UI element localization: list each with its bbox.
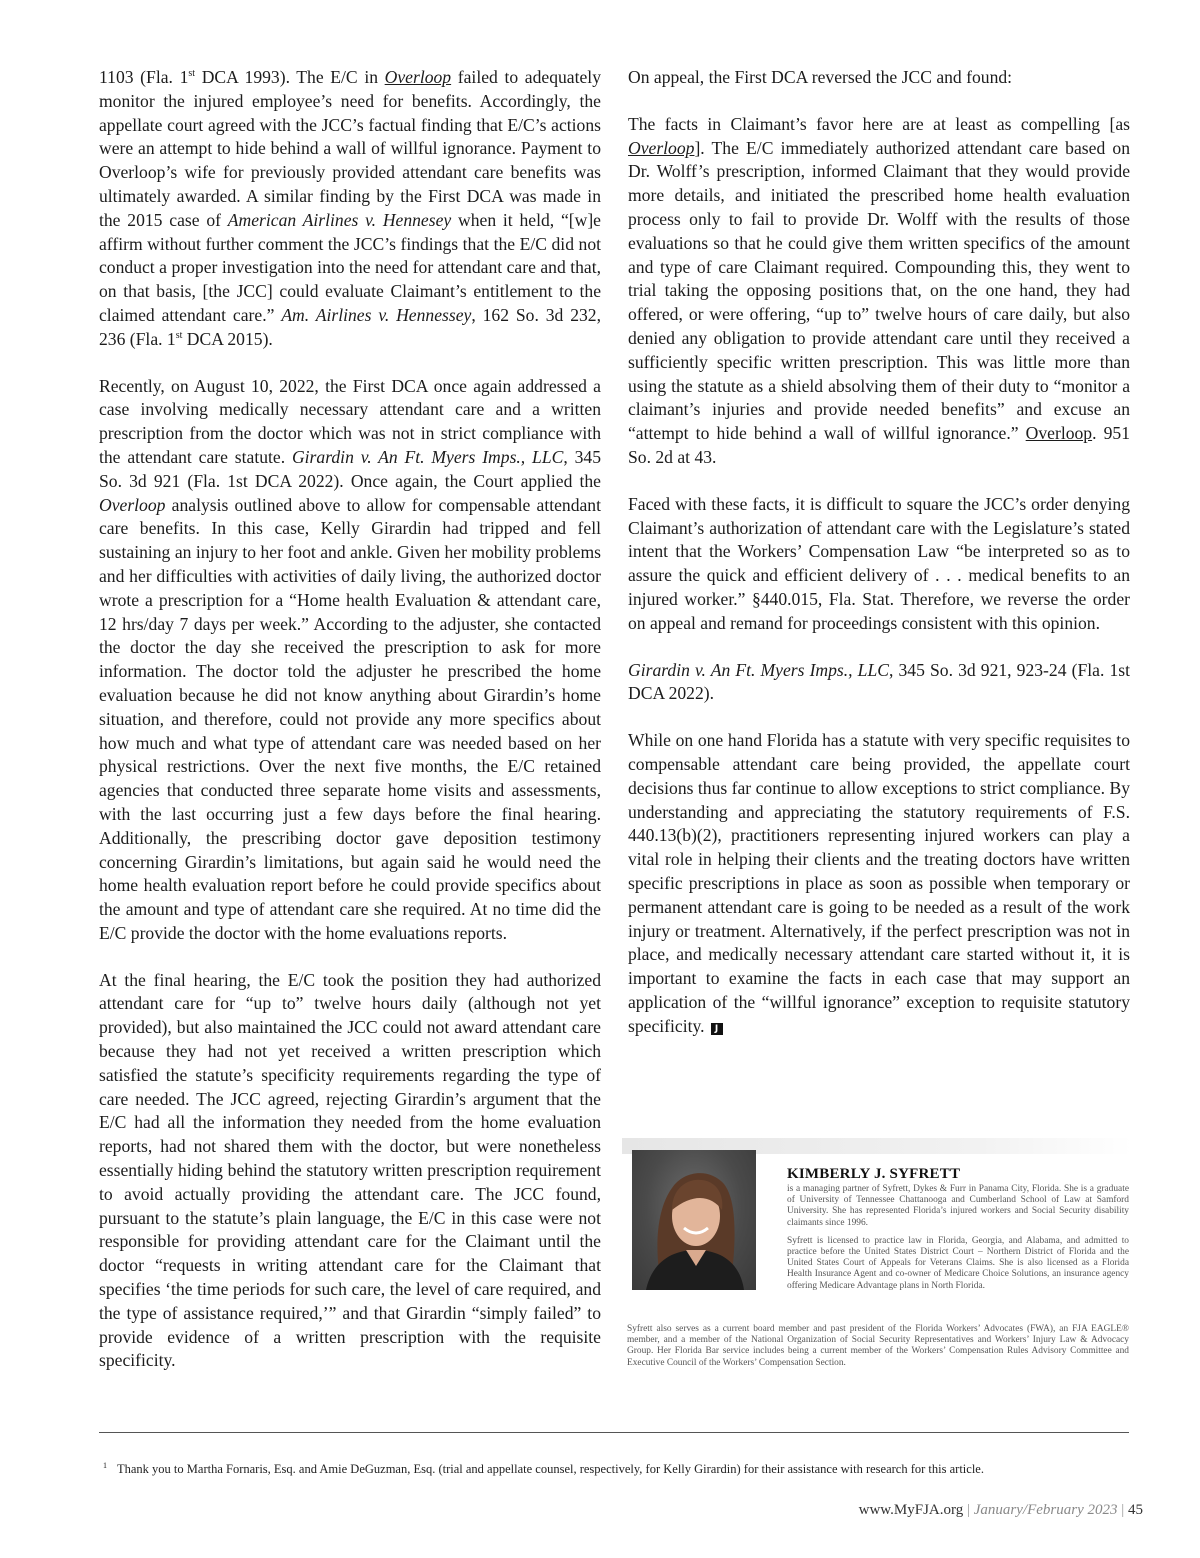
footnote-divider <box>99 1432 1129 1433</box>
text-run: , 345 So. 3d 921 (Fla. 1st DCA 2022). Once again, the Court applied the <box>99 446 601 491</box>
website-url: www.MyFJA.org <box>858 1502 964 1518</box>
text-run: when it held, “[w]e affirm without further comment the JCC’s findings that the E/C did not conduct a proper investigation into the need for attendant care and that, on that basis, [the JCC] could evaluate Claimant’s entitlement to the claimed attendant care.” <box>99 209 601 325</box>
footnote <box>99 1461 1139 1477</box>
page-footer <box>859 1502 1143 1519</box>
left-column <box>99 66 601 1396</box>
case-name-girardin: Girardin v. An Ft. Myers Imps., LLC <box>291 446 564 467</box>
bio-text <box>787 1166 1129 1299</box>
ordinal-suffix: st <box>175 329 183 341</box>
case-name-american-airlines: American Airlines v. Hennesey <box>227 209 452 230</box>
quoted-opinion-conclusion: Faced with these facts, it is difficult to square the JCC’s order denying Claimant’s authorization of attendant care with the Legislature’s stated intent that the Workers’ Compensation Law “be interpreted so as to assure the quick and efficient delivery of . . . medical benefits to an injured worker.” §440.015, Fla. Stat. Therefore, we reverse the order on appeal and remand for proceedings consistent with this opinion. <box>628 493 1130 633</box>
case-name-girardin: Girardin v. An Ft. Myers Imps., LLC <box>628 659 889 680</box>
footnote-number: 1 <box>103 1461 107 1470</box>
left-paragraph-2 <box>99 375 601 946</box>
footnote-text: Thank you to Martha Fornaris, Esq. and Amie DeGuzman, Esq. (trial and appellate counsel, respectively, for Kelly Girardin) for their assistance with research for this article. <box>117 1462 984 1477</box>
issue-date: January/February 2023 <box>973 1502 1118 1518</box>
case-name-overloop: Overloop <box>1025 423 1093 444</box>
case-name-am-airlines: Am. Airlines v. Hennessey <box>281 304 472 325</box>
page-number: 45 <box>1128 1502 1143 1518</box>
bio-paragraph-3: Syfrett also serves as a current board member and past president of the Florida Workers’ Advocates (FWA), an FJA EAGLE® member, and a member of the National Organization of Social Security Representatives and Workers’ Injury Law & Advocacy Group. Her Florida Bar service includes being a current member of the Workers’ Compensation Rules Advisory Committee and Executive Council of the Workers’ Compensation Section. <box>627 1324 1129 1368</box>
ordinal-suffix: st <box>188 68 196 80</box>
quoted-opinion <box>628 113 1130 470</box>
case-name-overloop: Overloop <box>99 494 166 515</box>
left-paragraph-3: At the final hearing, the E/C took the position they had authorized attendant care for “up to” twelve hours daily (although not yet provided), but also maintained the JCC could not award attendant care because they had not yet received a written prescription which satisfied the statute’s specificity requirements regarding the type of care needed. The JCC agreed, rejecting Girardin’s argument that the E/C had all the information they needed from the home evaluation reports, had not shared them with the doctor, but were nonetheless essentially hiding behind the statutory written prescription requirement to avoid actually providing the attendant care. The JCC found, pursuant to the statute’s plain language, the E/C in this case were not responsible for providing attendant care for the Claimant until the doctor “requests in writing attendant care for the Claimant that specifies ‘the time periods for such care, the level of care required, and the type of assistance required,’” and that Girardin “simply failed” to provide evidence of a written prescription with the requisite specificity. <box>99 969 601 1371</box>
end-of-article-mark: J <box>711 1023 723 1035</box>
text-run: DCA 2015). <box>182 328 273 349</box>
text-run: ]. The E/C immediately authorized attendant care based on Dr. Wolff’s prescription, informed Claimant that they would provide more details, and initiated the prescribed home health evaluation process only to fail to provide Dr. Wolff with the results of those evaluations so that he could give them written specifics of the amount and type of care Claimant required. Compounding this, they went to trial taking the opposing positions that, on the one hand, they had offered, or were offering, “up to” twelve hours of care daily, but also denied any obligation to provide attendant care until they received a sufficiently specific written prescription. This was little more than using the statute as a shield absolving them of their duty to “monitor a claimant’s injuries and provide needed benefits” and excuse an “attempt to hide behind a wall of willful ignorance.” <box>628 137 1130 444</box>
text-run: 1103 (Fla. 1 <box>99 67 189 87</box>
text-run: The facts in Claimant’s favor here are at least as compelling [as <box>628 113 1130 134</box>
right-column <box>628 66 1130 1061</box>
text-run: analysis outlined above to allow for compensable attendant care benefits. In this case, Kelly Girardin had tripped and fell sustaining an injury to her foot and ankle. Given her mobility problems and her difficulties with activities of daily living, the authorized doctor wrote a prescription for a “Home health Evaluation & attendant care, 12 hrs/day 7 days per week.” According to the adjuster, she contacted the doctor the day she received the prescription to ask for more information. The doctor told the adjuster he prescribed the home evaluation because he did not know anything about Girardin’s home situation, and therefore, could not provide any more specifics about how much and what type of attendant care was needed based on her physical restrictions. Over the next five months, the E/C retained agencies that conducted three separate home visits and assessments, with the last occurring just a few days before the final hearing. Additionally, the prescribing doctor gave deposition testimony concerning Girardin’s limitations, but again said he would need the home health evaluation report before he could provide specifics about the amount and type of attendant care she required. At no time did the E/C provide the doctor with the home evaluations reports. <box>99 494 601 943</box>
case-name-overloop: Overloop <box>628 137 695 158</box>
author-name: KIMBERLY J. SYFRETT <box>787 1166 961 1182</box>
right-paragraph-1: On appeal, the First DCA reversed the JCC and found: <box>628 67 1013 87</box>
left-paragraph-1 <box>99 66 601 352</box>
text-run: failed to adequately monitor the injured employee’s need for benefits. Accordingly, the appellate court agreed with the JCC’s factual finding that E/C’s actions were an attempt to hide behind a wall of willful ignorance. Payment to Overloop’s wife for previously provided attendant care benefits was ultimately awarded. A similar finding by the First DCA was made in the 2015 case of <box>99 67 601 230</box>
bio-paragraph-1: is a managing partner of Syfrett, Dykes & Furr in Panama City, Florida. She is a graduate of University of Tennessee Chattanooga and Cumberland School of Law at Samford University. She has represented Florida’s injured workers and Social Security disability claimants since 1996. <box>787 1184 1129 1228</box>
author-portrait-image <box>632 1150 756 1290</box>
text-run: Recently, on August 10, 2022, the First DCA once again addressed a case involving medically necessary attendant care and a written prescription from the doctor which was not in strict compliance with the attendant care statute. <box>99 375 601 467</box>
footer-separator: | <box>1121 1502 1125 1518</box>
case-citation <box>628 659 1130 707</box>
bio-paragraph-2: Syfrett is licensed to practice law in Florida, Georgia, and Alabama, and admitted to practice before the United States District Court – Northern District of Florida and the United States Court of Appeals for Veterans Claims. She is also licensed as a Florida Health Insurance Agent and co-owner of Medicare Choice Solutions, an insurance agency offering Medicare Advantage plans in North Florida. <box>787 1235 1129 1291</box>
text-run: . 951 So. 2d at 43. <box>628 423 1131 467</box>
text-run: , 162 So. 3d 232, 236 (Fla. 1 <box>99 304 601 349</box>
conclusion-paragraph <box>628 729 1130 1038</box>
text-run: DCA 1993). The E/C in <box>195 67 385 87</box>
text-run: , 345 So. 3d 921, 923-24 (Fla. 1st DCA 2022). <box>628 659 1130 704</box>
text-run: While on one hand Florida has a statute with very specific requisites to compensable attendant care being provided, the appellate court decisions thus far continue to allow exceptions to strict compliance. By understanding and appreciating the statutory requirements of F.S. 440.13(b)(2), practitioners representing injured workers can play a vital role in helping their clients and the treating doctors have written specific prescriptions in place as soon as possible when temporary or permanent attendant care is going to be needed as a result of the work injury or treatment. Alternatively, if the perfect prescription was not in place, and medically necessary attendant care started without it, it is important to examine the facts in each case that may support an application of the “willful ignorance” exception to requisite statutory specificity. <box>628 730 1130 1036</box>
author-photo <box>632 1150 756 1290</box>
case-name-overloop: Overloop <box>384 67 452 87</box>
footer-separator: | <box>966 1502 970 1518</box>
